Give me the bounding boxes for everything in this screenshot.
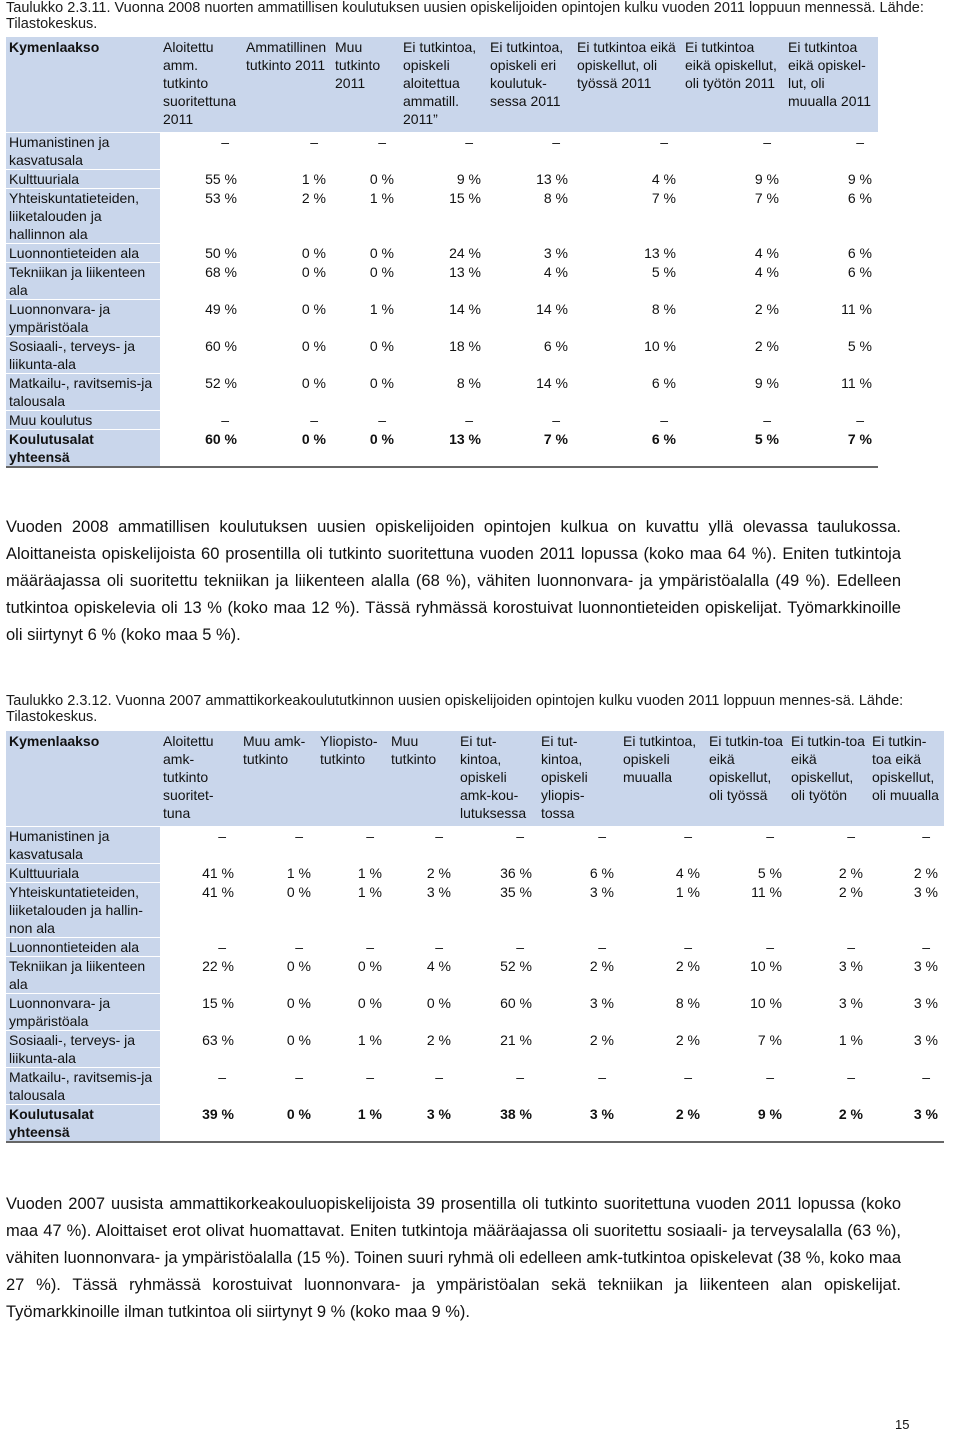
column-header: Ei tut-kintoa, opiskeli amk-kou-lutuksessa	[457, 731, 538, 827]
table-cell: 8 %	[574, 300, 682, 337]
table-cell: –	[682, 133, 785, 170]
table-cell: 2 %	[788, 864, 869, 883]
table-cell: 0 %	[317, 994, 388, 1031]
table-cell: 3 %	[869, 1031, 944, 1068]
row-label: Muu koulutus	[6, 411, 160, 430]
table-cell: 1 %	[317, 864, 388, 883]
table-cell: –	[400, 411, 487, 430]
table-cell: 41 %	[160, 883, 240, 938]
table-cell: 0 %	[332, 263, 400, 300]
table-cell: 39 %	[160, 1105, 240, 1143]
table-cell: 0 %	[317, 957, 388, 994]
table-cell: 6 %	[574, 374, 682, 411]
table-cell: 6 %	[487, 337, 574, 374]
table-cell: –	[332, 133, 400, 170]
table-cell: 10 %	[706, 957, 788, 994]
column-header: Muu amk-tutkinto	[240, 731, 317, 827]
table-cell: 4 %	[388, 957, 457, 994]
row-label: Koulutusalat yhteensä	[6, 430, 160, 468]
table-cell: 0 %	[332, 430, 400, 468]
table-cell: –	[243, 411, 332, 430]
table-cell: 6 %	[538, 864, 620, 883]
table-cell: 38 %	[457, 1105, 538, 1143]
column-header: Ei tutkintoa, opiskeli muualla	[620, 731, 706, 827]
table-cell: 3 %	[869, 957, 944, 994]
table-cell: 52 %	[160, 374, 243, 411]
column-header: Yliopisto-tutkinto	[317, 731, 388, 827]
table-row	[6, 994, 944, 1031]
table-cell: –	[160, 1068, 240, 1105]
table-cell: –	[400, 133, 487, 170]
table2-header	[6, 731, 944, 827]
table-cell: –	[869, 938, 944, 957]
table-cell: 0 %	[240, 1031, 317, 1068]
table-row	[6, 883, 944, 938]
table-cell: 8 %	[487, 189, 574, 244]
table-cell: 2 %	[388, 1031, 457, 1068]
column-header: Ei tutkin-toa eikä opiskellut, oli muualla	[869, 731, 944, 827]
row-label: Luonnontieteiden ala	[6, 938, 160, 957]
table-cell: 0 %	[332, 170, 400, 189]
table-cell: –	[487, 411, 574, 430]
table-cell: –	[457, 1068, 538, 1105]
table-cell: 9 %	[706, 1105, 788, 1143]
table-cell: 60 %	[160, 430, 243, 468]
table-cell: 1 %	[317, 883, 388, 938]
table1-body	[6, 133, 878, 468]
column-header: Aloitettu amk-tutkinto suoritet-tuna	[160, 731, 240, 827]
table-cell: 6 %	[785, 244, 878, 263]
page-number: 15	[895, 1417, 910, 1432]
table-cell: –	[160, 827, 240, 864]
table-cell: –	[487, 133, 574, 170]
table2-caption: Taulukko 2.3.12. Vuonna 2007 ammattikorkeakoulututkinnon uusien opiskelijoiden opintojen kulku vuoden 2011 loppuun mennes-sä. Lähde: Tilastokeskus.	[6, 693, 904, 725]
table-cell: 0 %	[332, 244, 400, 263]
table-cell: –	[240, 1068, 317, 1105]
table-cell: –	[160, 133, 243, 170]
row-label: Humanistinen ja kasvatusala	[6, 827, 160, 864]
region-header: Kymenlaakso	[6, 37, 160, 133]
table-cell: –	[457, 938, 538, 957]
table-cell: 1 %	[317, 1031, 388, 1068]
table-cell: –	[317, 1068, 388, 1105]
table-cell: –	[788, 827, 869, 864]
table-cell: –	[457, 827, 538, 864]
table-cell: –	[869, 827, 944, 864]
table-cell: 1 %	[788, 1031, 869, 1068]
table-cell: 2 %	[869, 864, 944, 883]
table-cell: 9 %	[400, 170, 487, 189]
column-header: Ei tutkintoa, opiskeli eri koulutuk-sessa 2011	[487, 37, 574, 133]
table-cell: 1 %	[240, 864, 317, 883]
table-row	[6, 1068, 944, 1105]
row-label: Sosiaali-, terveys- ja liikunta-ala	[6, 337, 160, 374]
table-row	[6, 170, 878, 189]
table-row	[6, 1031, 944, 1068]
column-header: Muu tutkinto	[388, 731, 457, 827]
table-cell: 7 %	[487, 430, 574, 468]
table-cell: 0 %	[388, 994, 457, 1031]
row-label: Kulttuuriala	[6, 170, 160, 189]
table-cell: 49 %	[160, 300, 243, 337]
table-row	[6, 133, 878, 170]
table-cell: 1 %	[317, 1105, 388, 1143]
table-cell: 9 %	[785, 170, 878, 189]
table-cell: 15 %	[400, 189, 487, 244]
table-cell: 11 %	[785, 374, 878, 411]
table-cell: 22 %	[160, 957, 240, 994]
table-cell: –	[620, 1068, 706, 1105]
table-cell: 3 %	[869, 994, 944, 1031]
table-cell: 1 %	[243, 170, 332, 189]
table-cell: –	[240, 938, 317, 957]
row-label: Luonnontieteiden ala	[6, 244, 160, 263]
column-header: Ei tutkin-toa eikä opiskellut, oli työssä	[706, 731, 788, 827]
table-cell: 4 %	[682, 244, 785, 263]
table-cell: –	[160, 938, 240, 957]
table-cell: –	[574, 133, 682, 170]
row-label: Matkailu-, ravitsemis-ja talousala	[6, 1068, 160, 1105]
column-header: Ei tutkintoa eikä opiskellut, oli työtön 2011	[682, 37, 785, 133]
column-header: Ei tut-kintoa, opiskeli yliopis-tossa	[538, 731, 620, 827]
table-cell: –	[317, 938, 388, 957]
table-cell: 10 %	[706, 994, 788, 1031]
table-cell: 13 %	[400, 430, 487, 468]
table-cell: –	[788, 1068, 869, 1105]
table-cell: –	[538, 827, 620, 864]
row-label: Tekniikan ja liikenteen ala	[6, 957, 160, 994]
table-cell: 6 %	[785, 263, 878, 300]
table-cell: 35 %	[457, 883, 538, 938]
table-cell: 2 %	[538, 1031, 620, 1068]
table-cell: 8 %	[400, 374, 487, 411]
table-cell: 2 %	[788, 883, 869, 938]
table-cell: 0 %	[243, 430, 332, 468]
column-header: Ammatillinen tutkinto 2011	[243, 37, 332, 133]
table-cell: 5 %	[785, 337, 878, 374]
table-cell: 3 %	[788, 994, 869, 1031]
table-cell: –	[785, 411, 878, 430]
table-cell: 11 %	[785, 300, 878, 337]
table-cell: 4 %	[682, 263, 785, 300]
row-label: Yhteiskuntatieteiden, liiketalouden ja hallin-non ala	[6, 883, 160, 938]
table-cell: 0 %	[240, 1105, 317, 1143]
table-cell: 2 %	[788, 1105, 869, 1143]
table-cell: 4 %	[574, 170, 682, 189]
table-cell: –	[869, 1068, 944, 1105]
table-cell: 2 %	[682, 337, 785, 374]
table-cell: –	[388, 827, 457, 864]
table-cell: 3 %	[538, 994, 620, 1031]
table-cell: 6 %	[785, 189, 878, 244]
table-cell: –	[620, 938, 706, 957]
column-header: Ei tutkintoa eikä opiskel-lut, oli muualla 2011	[785, 37, 878, 133]
row-label: Sosiaali-, terveys- ja liikunta-ala	[6, 1031, 160, 1068]
table-cell: 68 %	[160, 263, 243, 300]
table-cell: 63 %	[160, 1031, 240, 1068]
table-row	[6, 300, 878, 337]
table-cell: 15 %	[160, 994, 240, 1031]
table-cell: 2 %	[620, 1105, 706, 1143]
table-cell: 0 %	[243, 300, 332, 337]
table-cell: –	[706, 938, 788, 957]
row-label: Yhteiskuntatieteiden, liiketalouden ja hallinnon ala	[6, 189, 160, 244]
table-cell: 14 %	[400, 300, 487, 337]
table-cell: 2 %	[620, 957, 706, 994]
table-row	[6, 263, 878, 300]
table-cell: 3 %	[538, 883, 620, 938]
table-cell: 5 %	[682, 430, 785, 468]
row-label: Luonnonvara- ja ympäristöala	[6, 300, 160, 337]
table1-commentary: Vuoden 2008 ammatillisen koulutuksen uusien opiskelijoiden opintojen kulkua on kuvattu yllä olevassa taulukossa. Aloittaneista opiskelijoista 60 prosentilla oli tutkinto suoritettuna vuoden 2011 lopussa (koko maa 64 %). Eniten tutkintoja määräajassa oli suoritettu tekniikan ja liikenteen alalla (68 %), vähiten luonnonvara- ja ympäristöalalla (49 %). Edelleen tutkintoa opiskelevia oli 13 % (koko maa 12 %). Tässä ryhmässä korostuivat luonnontieteiden opiskelijat. Työmarkkinoille oli siirtynyt 6 % (koko maa 5 %).	[6, 518, 901, 644]
table-cell: 18 %	[400, 337, 487, 374]
table-cell: 7 %	[682, 189, 785, 244]
table-cell: 11 %	[706, 883, 788, 938]
column-header: Ei tutkin-toa eikä opiskellut, oli työtön	[788, 731, 869, 827]
table-cell: 3 %	[869, 1105, 944, 1143]
row-label: Matkailu-, ravitsemis-ja talousala	[6, 374, 160, 411]
table2-body	[6, 827, 944, 1143]
table-cell: 0 %	[243, 337, 332, 374]
table-row	[6, 864, 944, 883]
table-row	[6, 957, 944, 994]
column-header: Muu tutkinto 2011	[332, 37, 400, 133]
table-cell: –	[785, 133, 878, 170]
table-cell: 6 %	[574, 430, 682, 468]
table-row	[6, 337, 878, 374]
table-cell: 24 %	[400, 244, 487, 263]
table-cell: 2 %	[243, 189, 332, 244]
table-cell: –	[574, 411, 682, 430]
table-cell: 9 %	[682, 374, 785, 411]
table-row	[6, 189, 878, 244]
table-cell: 1 %	[332, 189, 400, 244]
table-cell: 5 %	[574, 263, 682, 300]
region-header: Kymenlaakso	[6, 731, 160, 827]
table-cell: 41 %	[160, 864, 240, 883]
table-cell: –	[243, 133, 332, 170]
table-row	[6, 938, 944, 957]
table-cell: 2 %	[682, 300, 785, 337]
table-cell: –	[240, 827, 317, 864]
table-row	[6, 411, 878, 430]
table-cell: –	[317, 827, 388, 864]
table-cell: 0 %	[240, 957, 317, 994]
table-cell: 0 %	[240, 994, 317, 1031]
table-cell: 7 %	[574, 189, 682, 244]
table-cell: 7 %	[785, 430, 878, 468]
table-row	[6, 430, 878, 468]
table1-header	[6, 37, 878, 133]
table-cell: –	[538, 1068, 620, 1105]
table-cell: 13 %	[400, 263, 487, 300]
table1-caption: Taulukko 2.3.11. Vuonna 2008 nuorten ammatillisen koulutuksen uusien opiskelijoiden opintojen kulku vuoden 2011 loppuun mennessä. Lähde: Tilastokeskus.	[6, 0, 924, 32]
table-cell: 50 %	[160, 244, 243, 263]
row-label: Luonnonvara- ja ympäristöala	[6, 994, 160, 1031]
table-cell: –	[160, 411, 243, 430]
table-row	[6, 374, 878, 411]
table-cell: 1 %	[620, 883, 706, 938]
row-label: Koulutusalat yhteensä	[6, 1105, 160, 1143]
table-cell: 0 %	[240, 883, 317, 938]
table-cell: 60 %	[457, 994, 538, 1031]
table-cell: 0 %	[243, 244, 332, 263]
table-cell: 36 %	[457, 864, 538, 883]
row-label: Humanistinen ja kasvatusala	[6, 133, 160, 170]
table-cell: 14 %	[487, 300, 574, 337]
table-row	[6, 827, 944, 864]
table-cell: 13 %	[487, 170, 574, 189]
column-header: Aloitettu amm. tutkinto suoritettuna 2011	[160, 37, 243, 133]
table-cell: –	[706, 1068, 788, 1105]
table-cell: 0 %	[243, 263, 332, 300]
table-cell: 52 %	[457, 957, 538, 994]
table-cell: 2 %	[388, 864, 457, 883]
table-cell: 0 %	[332, 374, 400, 411]
table-cell: 3 %	[538, 1105, 620, 1143]
row-label: Tekniikan ja liikenteen ala	[6, 263, 160, 300]
table-cell: 3 %	[487, 244, 574, 263]
table-row	[6, 1105, 944, 1143]
column-header: Ei tutkintoa, opiskeli aloitettua ammatill. 2011”	[400, 37, 487, 133]
table-cell: 3 %	[788, 957, 869, 994]
table-cell: 5 %	[706, 864, 788, 883]
table-cell: –	[388, 938, 457, 957]
table-cell: 0 %	[243, 374, 332, 411]
table-cell: 21 %	[457, 1031, 538, 1068]
table-cell: 13 %	[574, 244, 682, 263]
table2	[6, 731, 944, 1143]
table-cell: 4 %	[620, 864, 706, 883]
table-cell: –	[706, 827, 788, 864]
table-cell: 7 %	[706, 1031, 788, 1068]
table1	[6, 37, 878, 468]
table-cell: 2 %	[538, 957, 620, 994]
table-cell: 9 %	[682, 170, 785, 189]
table-cell: 3 %	[869, 883, 944, 938]
row-label: Kulttuuriala	[6, 864, 160, 883]
table-cell: 3 %	[388, 1105, 457, 1143]
table-cell: 53 %	[160, 189, 243, 244]
table-cell: 14 %	[487, 374, 574, 411]
table-cell: –	[682, 411, 785, 430]
table-cell: 10 %	[574, 337, 682, 374]
table-cell: –	[538, 938, 620, 957]
table-cell: –	[332, 411, 400, 430]
table-cell: 60 %	[160, 337, 243, 374]
table-cell: –	[620, 827, 706, 864]
table-cell: 1 %	[332, 300, 400, 337]
column-header: Ei tutkintoa eikä opiskellut, oli työssä 2011	[574, 37, 682, 133]
table-cell: –	[388, 1068, 457, 1105]
table-cell: –	[788, 938, 869, 957]
table-cell: 0 %	[332, 337, 400, 374]
table-cell: 2 %	[620, 1031, 706, 1068]
table-row	[6, 244, 878, 263]
table-cell: 4 %	[487, 263, 574, 300]
table-cell: 8 %	[620, 994, 706, 1031]
table-cell: 3 %	[388, 883, 457, 938]
table-cell: 55 %	[160, 170, 243, 189]
table2-commentary: Vuoden 2007 uusista ammattikorkeakouluopiskelijoista 39 prosentilla oli tutkinto suoritettuna vuoden 2011 lopussa (koko maa 47 %). Aloittaiset erot olivat huomattavat. Eniten tutkintoja määräajassa oli suoritettu sosiaali- ja terveysalalla (63 %), vähiten luonnonvara- ja ympäristöalalla (15 %). Toinen suuri ryhmä oli edelleen amk-tutkintoa opiskelevat (38 %, koko maa 27 %). Tässä ryhmässä korostuivat luonnonvara- ja ympäristöalan sekä tekniikan ja liikenteen alan opiskelijat. Työmarkkinoille ilman tutkintoa oli siirtynyt 9 % (koko maa 9 %).	[6, 1195, 901, 1321]
